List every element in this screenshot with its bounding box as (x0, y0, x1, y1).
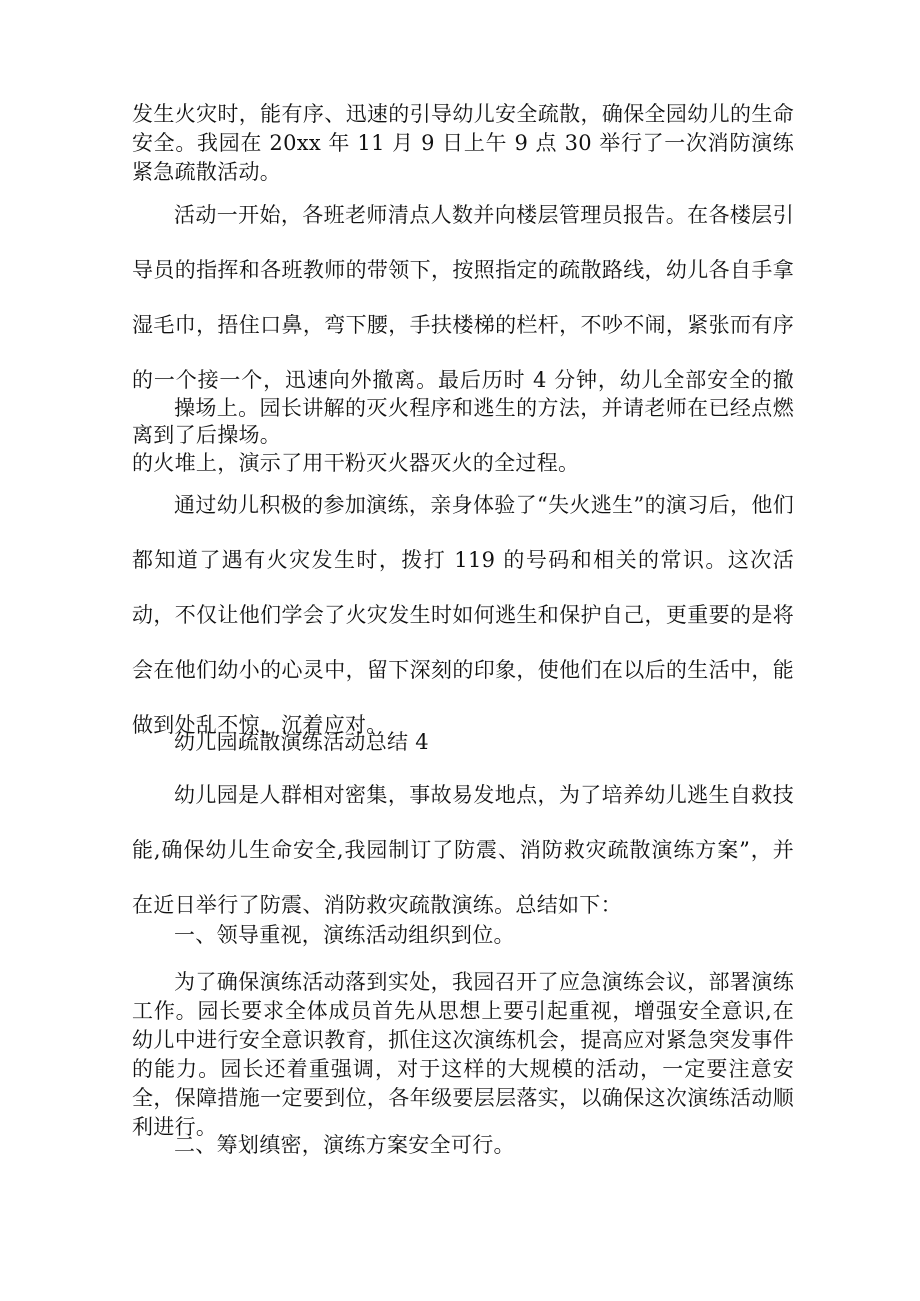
paragraph-playground-demo: 操场上。园长讲解的灭火程序和逃生的方法，并请老师在已经点燃的火堆上，演示了用干粉灭火器灭火的全过程。 (132, 396, 794, 475)
paragraph-kindergarten-drill-intro: 幼儿园是人群相对密集，事故易发地点，为了培养幼儿逃生自救技能,确保幼儿生命安全,我园制订了防震、消防救灾疏散演练方案”，并在近日举行了防震、消防救灾疏散演练。总结如下： (132, 783, 794, 917)
paragraph-fire-evacuation-intro: 发生火灾时，能有序、迅速的引导幼儿安全疏散，确保全园幼儿的生命安全。我园在 20xx 年 11 月 9 日上午 9 点 30 举行了一次消防演练紧急疏散活动。 (132, 102, 794, 184)
paragraph-activity-start: 活动一开始，各班老师清点人数并向楼层管理员报告。在各楼层引导员的指挥和各班教师的带领下，按照指定的疏散路线，幼儿各自手拿湿毛巾，捂住口鼻，弯下腰，手扶楼梯的栏杆，不吵不闹，紧张而有序的一个接一个，迅速向外撤离。最后历时 4 分钟，幼儿全部安全的撤离到了后操场。 (132, 203, 794, 447)
subheading-leadership: 一、领导重视，演练活动组织到位。 (174, 923, 515, 947)
section-heading-summary-4: 幼儿园疏散演练活动总结 4 (174, 730, 429, 754)
paragraph-experience-summary: 通过幼儿积极的参加演练，亲身体验了“失火逃生”的演习后，他们都知道了遇有火灾发生时，拨打 119 的号码和相关的常识。这次活动，不仅让他们学会了火灾发生时如何逃生和保护自己，更重要的是将会在他们幼小的心灵中，留下深刻的印象，使他们在以后的生活中，能做到处乱不惊，沉着应对。 (132, 493, 794, 737)
subheading-planning: 二、筹划缜密，演练方案安全可行。 (174, 1133, 515, 1157)
paragraph-drill-meeting: 为了确保演练活动落到实处，我园召开了应急演练会议，部署演练工作。园长要求全体成员首先从思想上要引起重视，增强安全意识,在幼儿中进行安全意识教育，抓住这次演练机会，提高应对紧急突发事件的能力。园长还着重强调，对于这样的大规模的活动，一定要注意安全，保障措施一定要到位，各年级要层层落实，以确保这次演练活动顺利进行。 (132, 970, 794, 1139)
